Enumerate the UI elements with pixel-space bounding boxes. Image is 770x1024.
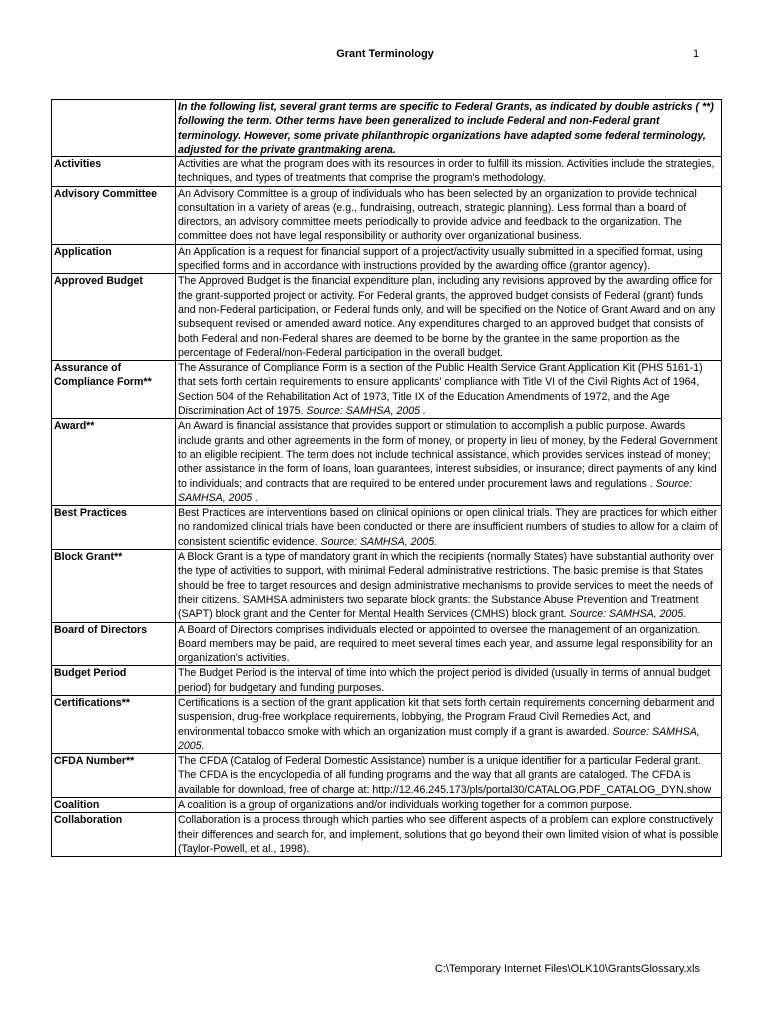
table-row [52, 157, 722, 187]
table-row [52, 361, 722, 419]
term-cell: Budget Period [52, 666, 176, 696]
table-row [52, 798, 722, 813]
definition-cell [176, 695, 722, 753]
source-citation: Source: SAMHSA, 2005. [178, 725, 700, 752]
table-row [52, 186, 722, 244]
definition-cell [176, 419, 722, 506]
term-cell: Board of Directors [52, 622, 176, 666]
table-row [52, 244, 722, 274]
definition-cell [176, 186, 722, 244]
definition-text: The CFDA (Catalog of Federal Domestic Assistance) number is a unique identifier for a particular Federal grant. The CFDA is the encyclopedia of all funding programs and the way that all grants are cataloged. The CFDA is available for download, free of charge at: http://12.46.245.173/pls/portal30/CATALOG.PDF_CATALOG_DYN.show [178, 755, 712, 796]
term-cell: Approved Budget [52, 274, 176, 361]
definition-text: An Award is financial assistance that provides support or stimulation to accomplish a public purpose. Awards include grants and other agreements in the form of money, or property in lieu of money, by the Federal Government to an eligible recipient. The term does not include technical assistance, which provides services instead of money; other assistance in the form of loans, loan guarantees, interest subsidies, or insurance; direct payments of any kind to individuals; and contracts that are required to be entered under procurement laws and regulations . [178, 420, 718, 490]
source-citation: Source: SAMHSA, 2005 . [306, 405, 426, 418]
source-citation: Source: SAMHSA, 2005. [320, 535, 438, 548]
definition-text: Certifications is a section of the grant application kit that sets forth certain requirements concerning debarment and suspension, drug-free workplace requirements, lobbying, the Program Fraud Civil Remedies Act, and environmental tobacco smoke with which an organization must comply if a grant is awarded. [178, 696, 715, 738]
definition-text: Activities are what the program does with its resources in order to fulfill its mission. Activities include the strategies, techniques, and types of treatments that comprise the program's methodology. [178, 158, 715, 185]
definition-text: An Advisory Committee is a group of individuals who has been selected by an organization to provide technical consultation in a variety of areas (e.g., fundraising, outreach, strategic planning). Less formal than a board of directors, an advisory committee meets periodically to provide advice and feedback to the organization. The committee does not have legal responsibility or authority over organizational business. [178, 187, 697, 243]
definition-cell [176, 361, 722, 419]
definition-cell [176, 666, 722, 696]
term-cell: Advisory Committee [52, 186, 176, 244]
definition-text: The Approved Budget is the financial expenditure plan, including any revisions approved by the awarding office for the grant-supported project or activity. For Federal grants, the approved budget consists of Federal (grant) funds and non-Federal participation, or Federal funds only, and will be specified on the Notice of Grant Award and on any subsequent revised or amended award notice. Any expenditures charged to an approved budget that consists of both Federal and non-Federal shares are deemed to be borne by the grantee in the same proportion as the percentage of Federal/non-Federal participation in the overall budget. [178, 275, 716, 359]
table-row [52, 622, 722, 666]
definition-text: A Block Grant is a type of mandatory grant in which the recipients (normally States) have substantial authority over the type of activities to support, with minimal Federal administrative restrictions. The basic premise is that States should be free to target resources and design administrative mechanisms to provide services to meet the needs of their citizens. SAMHSA administers two separate block grants: the Substance Abuse Prevention and Treatment (SAPT) block grant and the Center for Mental Health Services (CMHS) block grant. [178, 551, 714, 621]
definition-cell [176, 754, 722, 798]
definition-cell [176, 798, 722, 813]
definition-text: Best Practices are interventions based on clinical opinions or open clinical trials. They are practices for which either no randomized clinical trials have been conducted or there are insufficient numbers of studies to allow for a claim of consistent scientific evidence. [178, 507, 718, 548]
definition-cell [176, 274, 722, 361]
table-row [52, 754, 722, 798]
term-cell: Collaboration [52, 813, 176, 857]
term-cell: Best Practices [52, 506, 176, 550]
table-row [52, 419, 722, 506]
definition-text: Collaboration is a process through which parties who see different aspects of a problem can explore constructively their differences and search for, and implement, solutions that go beyond their own limited vision of what is possible (Taylor-Powell, et al., 1998). [178, 814, 719, 855]
term-cell: Certifications** [52, 695, 176, 753]
definition-text: The Assurance of Compliance Form is a section of the Public Health Service Grant Application Kit (PHS 5161-1) that sets forth certain requirements to ensure applicants' compliance with Title VI of the Civil Rights Act of 1964, Section 504 of the Rehabilitation Act of 1973, Title IX of the Education Amendments of 1972, and the Age Discrimination Act of 1975. [178, 362, 703, 418]
term-cell: CFDA Number** [52, 754, 176, 798]
source-citation: Source: SAMHSA, 2005 . [178, 477, 693, 504]
table-row [52, 666, 722, 696]
table-row [52, 695, 722, 753]
term-cell: Assurance of Compliance Form** [52, 361, 176, 419]
definition-text: An Application is a request for financial support of a project/activity usually submitted in a specified format, using specified forms and in accordance with instructions provided by the awarding office (grantor agency). [178, 245, 703, 273]
term-cell: Activities [52, 157, 176, 187]
intro-row [52, 100, 722, 157]
definition-cell [176, 813, 722, 857]
definition-text: A Board of Directors comprises individuals elected or appointed to oversee the management of an organization. Board members may be paid, are required to meet several times each year, and assume legal responsibility for an organization's activities. [178, 623, 713, 665]
term-cell: Application [52, 244, 176, 274]
intro-cell [176, 100, 722, 157]
table-row [52, 550, 722, 622]
definition-cell [176, 244, 722, 274]
table-row [52, 813, 722, 857]
table-row [52, 506, 722, 550]
definition-text: The Budget Period is the interval of time into which the project period is divided (usually in terms of annual budget period) for budgetary and funding purposes. [178, 667, 711, 694]
glossary-table [51, 99, 722, 857]
definition-cell [176, 622, 722, 666]
definition-cell [176, 506, 722, 550]
file-path: C:\Temporary Internet Files\OLK10\GrantsGlossary.xls [434, 963, 700, 975]
definition-cell [176, 550, 722, 622]
intro-text: In the following list, several grant terms are specific to Federal Grants, as indicated by double astricks ( **) following the term. Other terms have been generalized to include Federal and non-Federal grant terminology. However, some private philanthropic organizations have adapted some federal terminology, adjusted for the private grantmaking arena. [178, 101, 714, 156]
intro-blank-cell [52, 100, 176, 157]
definition-cell [176, 157, 722, 187]
source-citation: Source: SAMHSA, 2005. [569, 608, 687, 621]
page-number: 1 [693, 48, 700, 60]
term-cell: Coalition [52, 798, 176, 813]
definition-text: A coalition is a group of organizations and/or individuals working together for a common purpose. [178, 799, 633, 812]
page-title: Grant Terminology [336, 48, 434, 60]
term-cell: Block Grant** [52, 550, 176, 622]
term-cell: Award** [52, 419, 176, 506]
table-row [52, 274, 722, 361]
